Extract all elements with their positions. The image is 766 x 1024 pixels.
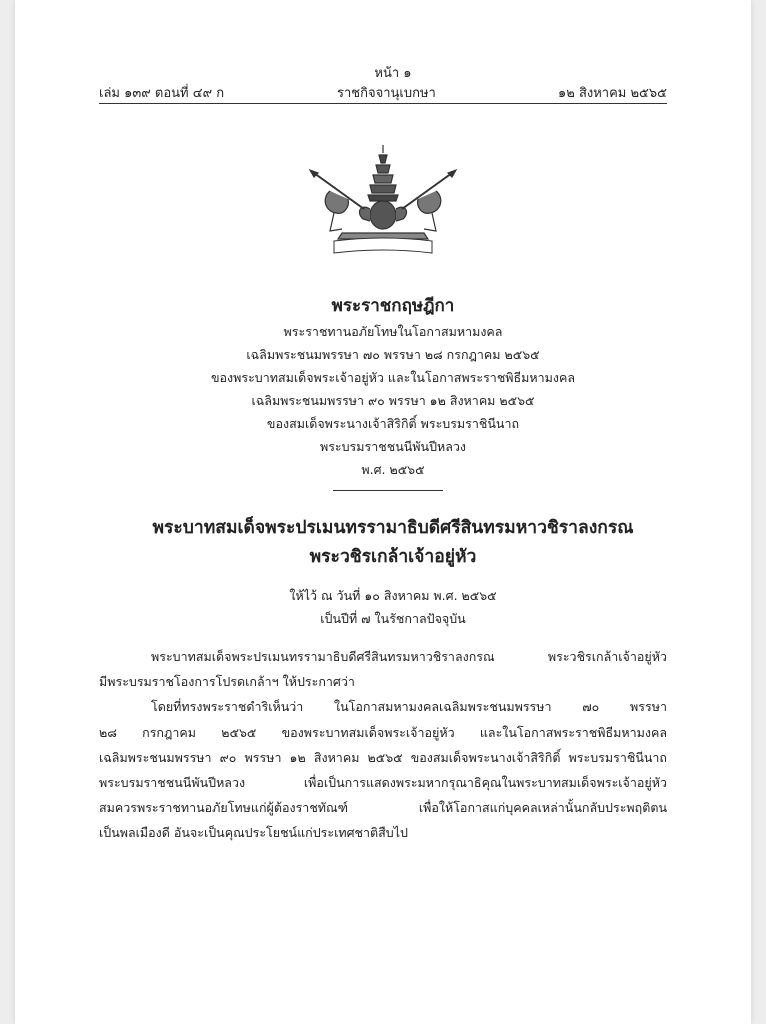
gazette-header — [99, 82, 667, 100]
garuda-royal-emblem-icon — [308, 143, 458, 255]
body-line: เป็นพลเมืองดี อันจะเป็นคุณประโยชน์แก่ประเทศชาติสืบไป — [99, 825, 408, 841]
body-line: เฉลิมพระชนมพรรษา ๙๐ พรรษา ๑๒ สิงหาคม ๒๕๖๕ ของสมเด็จพระนางเจ้าสิริกิติ์ พระบรมราชินีนาถ — [99, 749, 667, 765]
gazette-name: ราชกิจจานุเบกษา — [337, 86, 436, 101]
king-name-line: พระบาทสมเด็จพระปรเมนทรรามาธิบดีศรีสินทรมหาวชิราลงกรณ — [152, 518, 634, 538]
decree-title: พระราชกฤษฎีกา — [331, 296, 455, 316]
given-on-date: ให้ไว้ ณ วันที่ ๑๐ สิงหาคม พ.ศ. ๒๕๖๕ — [289, 588, 497, 603]
body-line: พระบาทสมเด็จพระปรเมนทรรามาธิบดีศรีสินทรมหาวชิราลงกรณ พระวชิรเกล้าเจ้าอยู่หัว — [151, 649, 667, 664]
gazette-page — [15, 0, 751, 1024]
given-date-block — [75, 584, 711, 630]
header-divider — [99, 103, 667, 104]
subtitle-line: พระราชทานอภัยโทษในโอกาสมหามงคล — [283, 324, 503, 339]
body-line: โดยที่ทรงพระราชดำริเห็นว่า ในโอกาสมหามงคลเฉลิมพระชนมพรรษา ๗๐ พรรษา — [151, 699, 667, 715]
decree-subtitle — [75, 320, 711, 481]
body-line: สมควรพระราชทานอภัยโทษแก่ผู้ต้องราชทัณฑ์ เพื่อให้โอกาสแก่บุคคลเหล่านั้นกลับประพฤติตน — [99, 800, 667, 816]
subtitle-line: พระบรมราชชนนีพันปีหลวง — [319, 439, 467, 454]
page-number: หน้า ๑ — [374, 66, 412, 81]
subtitle-line: เฉลิมพระชนมพรรษา ๗๐ พรรษา ๒๘ กรกฎาคม ๒๕๖๕ — [246, 347, 540, 362]
subtitle-line: ของพระบาทสมเด็จพระเจ้าอยู่หัว และในโอกาสพระราชพิธีมหามงคล — [210, 370, 576, 385]
decree-year: พ.ศ. ๒๕๖๕ — [361, 462, 425, 477]
king-name-line: พระวชิรเกล้าเจ้าอยู่หัว — [309, 547, 477, 567]
gazette-date: ๑๒ สิงหาคม ๒๕๖๕ — [557, 86, 667, 101]
decree-body — [99, 644, 667, 846]
title-divider — [333, 490, 443, 491]
subtitle-line: ของสมเด็จพระนางเจ้าสิริกิติ์ พระบรมราชินีนาถ — [266, 416, 520, 431]
subtitle-line: เฉลิมพระชนมพรรษา ๙๐ พรรษา ๑๒ สิงหาคม ๒๕๖๕ — [251, 393, 535, 408]
body-line: พระบรมราชชนนีพันปีหลวง เพื่อเป็นการแสดงพระมหากรุณาธิคุณในพระบาทสมเด็จพระเจ้าอยู่หัว — [99, 775, 667, 791]
body-line: ๒๘ กรกฎาคม ๒๕๖๕ ของพระบาทสมเด็จพระเจ้าอยู่หัว และในโอกาสพระราชพิธีมหามงคล — [99, 724, 667, 740]
volume-issue: เล่ม ๑๓๙ ตอนที่ ๔๙ ก — [99, 86, 225, 101]
body-line: มีพระบรมราชโองการโปรดเกล้าฯ ให้ประกาศว่า — [99, 674, 355, 690]
reign-year: เป็นปีที่ ๗ ในรัชกาลปัจจุบัน — [320, 611, 466, 626]
king-name — [75, 514, 711, 572]
